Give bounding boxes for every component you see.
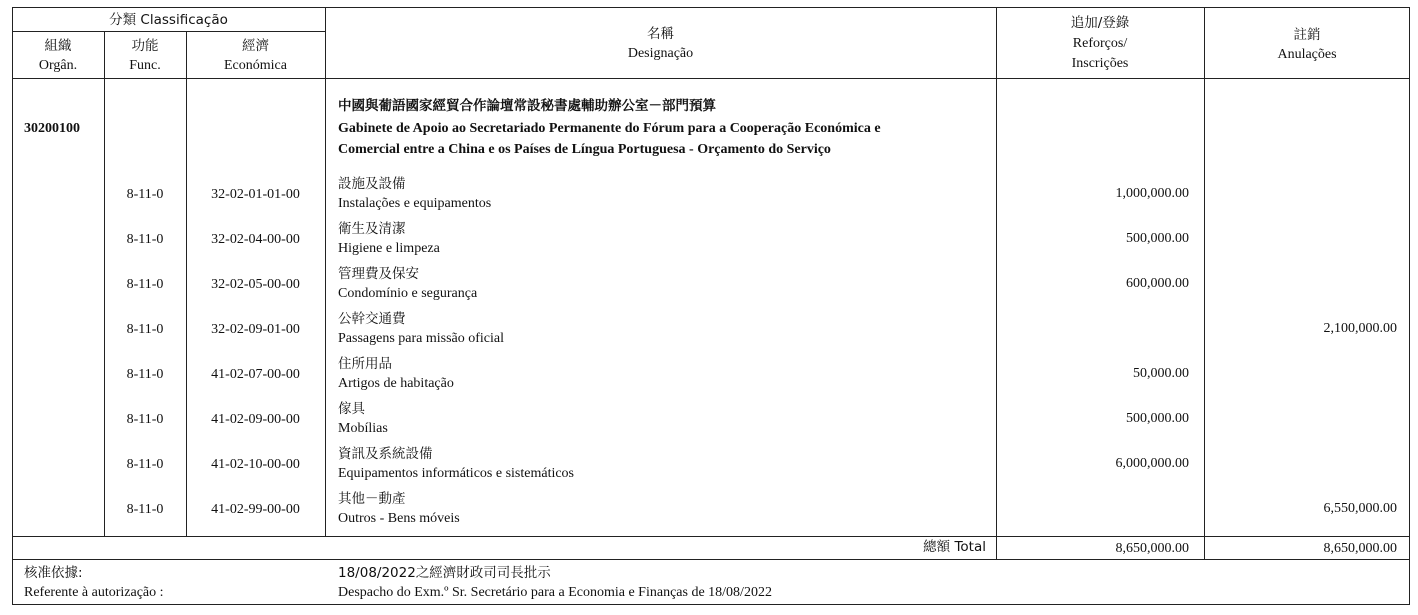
row-func-code: 8-11-0: [126, 232, 164, 247]
row-func-code: 8-11-0: [126, 367, 164, 382]
header-func-pt: Func.: [129, 58, 161, 73]
header-classification: 分類 Classificação: [109, 12, 228, 28]
row-name-zh: 設施及設備: [338, 176, 406, 192]
header-organ-pt: Orgân.: [38, 58, 78, 73]
row-name-pt: Artigos de habitação: [338, 376, 454, 391]
row-econ-code: 32-02-09-01-00: [211, 322, 300, 337]
header-func-zh: 功能: [131, 38, 159, 54]
col-divider-reinforcement: [1204, 7, 1205, 559]
row-name-pt: Passagens para missão oficial: [338, 331, 505, 346]
total-label: 總額 Total: [923, 539, 986, 555]
row-name-zh: 管理費及保安: [338, 266, 419, 282]
row-reinforcement: 500,000.00: [1126, 231, 1189, 246]
row-name-zh: 資訊及系統設備: [338, 446, 433, 462]
row-name-pt: Higiene e limpeza: [338, 241, 440, 256]
header-annulments-pt: Anulações: [1277, 47, 1337, 62]
header-reinforcements-zh: 追加/登錄: [1070, 15, 1130, 31]
row-econ-code: 41-02-09-00-00: [211, 412, 300, 427]
row-reinforcement: 1,000,000.00: [1115, 186, 1189, 201]
department-name-pt-line1: Gabinete de Apoio ao Secretariado Permanente do Fórum para a Cooperação Económica e: [338, 121, 881, 136]
row-func-code: 8-11-0: [126, 322, 164, 337]
row-func-code: 8-11-0: [126, 412, 164, 427]
row-reinforcement: 500,000.00: [1126, 411, 1189, 426]
total-bottom-rule: [12, 559, 1410, 560]
header-reinforcements-pt2: Inscrições: [1071, 56, 1129, 71]
header-organ-zh: 組織: [44, 38, 72, 54]
row-name-zh: 衛生及清潔: [338, 221, 406, 237]
row-func-code: 8-11-0: [126, 187, 164, 202]
footer-dispatch-zh: 18/08/2022之經濟財政司司長批示: [338, 565, 551, 581]
header-econ-pt: Económica: [224, 58, 287, 73]
row-econ-code: 32-02-01-01-00: [211, 187, 300, 202]
row-name-pt: Mobílias: [338, 421, 388, 436]
row-econ-code: 32-02-05-00-00: [211, 277, 300, 292]
row-reinforcement: 6,000,000.00: [1115, 456, 1189, 471]
total-top-rule: [12, 536, 1410, 537]
header-divider-classification: [12, 31, 325, 32]
row-func-code: 8-11-0: [126, 277, 164, 292]
row-econ-code: 41-02-10-00-00: [211, 457, 300, 472]
col-divider-econ: [325, 7, 326, 536]
row-econ-code: 41-02-07-00-00: [211, 367, 300, 382]
row-name-pt: Condomínio e segurança: [338, 286, 478, 301]
header-reinforcements-pt1: Reforços/: [1072, 36, 1128, 51]
footer-basis-zh: 核准依據:: [24, 565, 83, 581]
row-func-code: 8-11-0: [126, 502, 164, 517]
row-name-zh: 住所用品: [338, 356, 392, 372]
row-annulment: 2,100,000.00: [1323, 321, 1397, 336]
header-designation-zh: 名稱: [647, 26, 674, 42]
header-annulments-zh: 註銷: [1293, 27, 1321, 43]
header-bottom-rule: [12, 78, 1410, 79]
department-name-pt-line2: Comercial entre a China e os Países de Língua Portuguesa - Orçamento do Serviço: [338, 142, 831, 157]
row-name-zh: 公幹交通費: [338, 311, 406, 327]
row-econ-code: 41-02-99-00-00: [211, 502, 300, 517]
header-designation-pt: Designação: [627, 46, 694, 61]
row-annulment: 6,550,000.00: [1323, 501, 1397, 516]
row-reinforcement: 50,000.00: [1133, 366, 1189, 381]
row-name-pt: Equipamentos informáticos e sistemáticos: [338, 466, 575, 481]
footer-basis-pt: Referente à autorização :: [24, 585, 164, 600]
row-name-zh: 其他－動產: [338, 491, 406, 507]
row-econ-code: 32-02-04-00-00: [211, 232, 300, 247]
department-code: 30200100: [24, 121, 80, 136]
total-reinforcement: 8,650,000.00: [1115, 541, 1189, 556]
row-name-pt: Outros - Bens móveis: [338, 511, 460, 526]
department-name-zh: 中國與葡語國家經貿合作論壇常設秘書處輔助辦公室－部門預算: [338, 98, 716, 114]
row-reinforcement: 600,000.00: [1126, 276, 1189, 291]
row-name-pt: Instalações e equipamentos: [338, 196, 492, 211]
footer-dispatch-pt: Despacho do Exm.º Sr. Secretário para a Economia e Finanças de 18/08/2022: [338, 585, 772, 600]
total-annulment: 8,650,000.00: [1323, 541, 1397, 556]
row-func-code: 8-11-0: [126, 457, 164, 472]
header-econ-zh: 經濟: [242, 38, 269, 54]
row-name-zh: 傢具: [338, 401, 365, 417]
